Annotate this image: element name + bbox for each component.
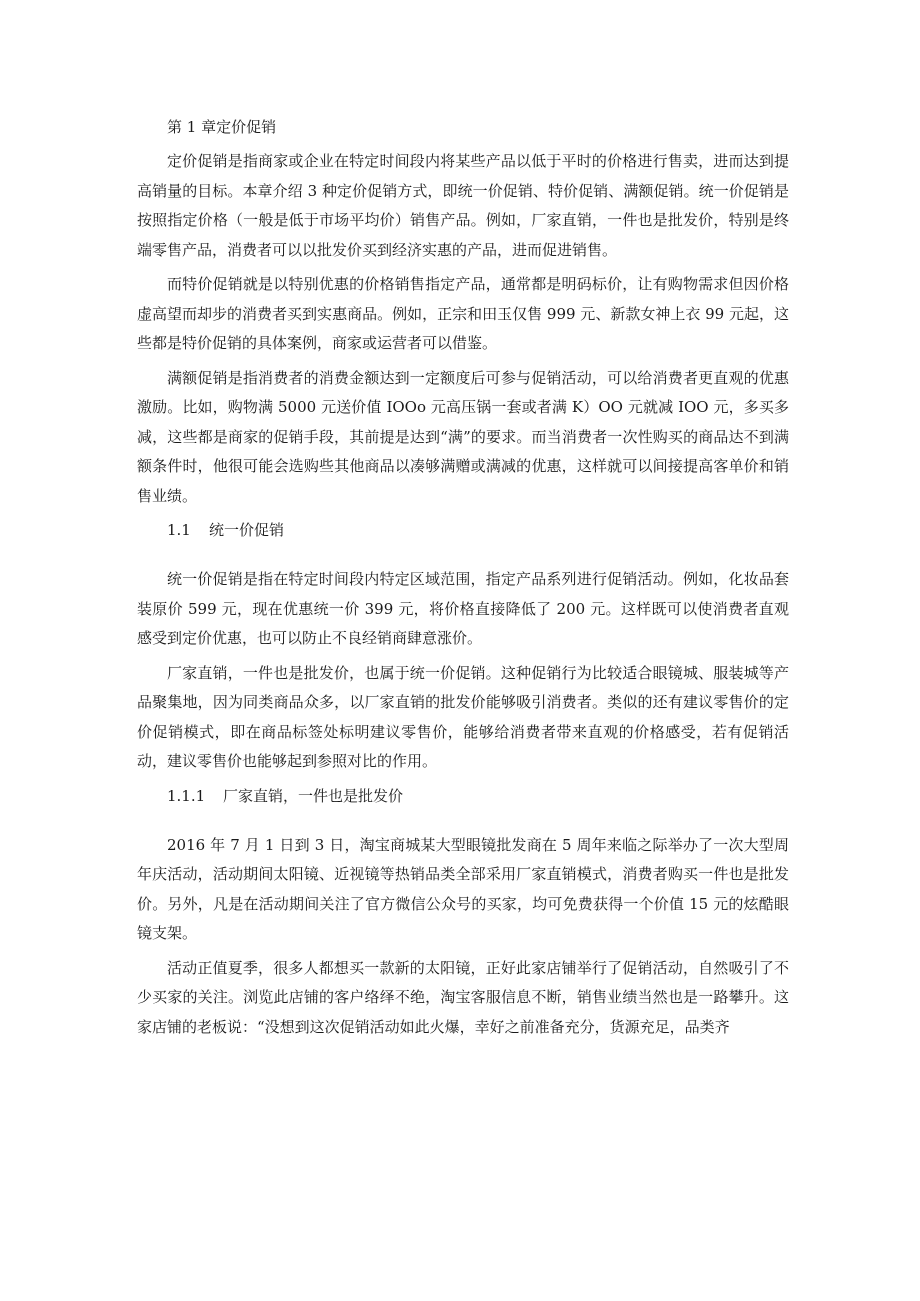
chapter-title: 第 1 章定价促销 [167,118,277,136]
document-body [137,113,789,1047]
subsection-heading [137,782,789,811]
paragraph: 满额促销是指消费者的消费金额达到一定额度后可参与促销活动，可以给消费者更直观的优惠激励。比如，购物满 5000 元送价值 IOOo 元高压锅一套或者满 K）OO 元就减 IOO 元，多买多减，这些都是商家的促销手段，其前提是达到“满”的要求。而当消费者一次性购买的商品达不到满额条件时，他很可能会选购些其他商品以凑够满赠或满减的优惠，这样就可以间接提高客单价和销售业绩。 [137,368,789,505]
paragraph: 而特价促销就是以特别优惠的价格销售指定产品，通常都是明码标价，让有购物需求但因价格虚高望而却步的消费者买到实惠商品。例如，正宗和田玉仅售 999 元、新款女神上衣 99 元起，这些都是特价促销的具体案例，商家或运营者可以借鉴。 [137,275,789,352]
section-heading [137,516,789,545]
paragraph: 定价促销是指商家或企业在特定时间段内将某些产品以低于平时的价格进行售卖，进而达到提高销量的目标。本章介绍 3 种定价促销方式，即统一价促销、特价促销、满额促销。统一价促销是按照指定价格（一般是低于市场平均价）销售产品。例如，厂家直销，一件也是批发价，特别是终端零售产品，消费者可以以批发价买到经济实惠的产品，进而促进销售。 [137,152,789,259]
paragraph: 2016 年 7 月 1 日到 3 日，淘宝商城某大型眼镜批发商在 5 周年来临之际举办了一次大型周年庆活动，活动期间太阳镜、近视镜等热销品类全部采用厂家直销模式，消费者购买一件也是批发价。另外，凡是在活动期间关注了官方微信公众号的买家，均可免费获得一个价值 15 元的炫酷眼镜支架。 [137,835,789,942]
paragraph: 统一价促销是指在特定时间段内特定区域范围，指定产品系列进行促销活动。例如，化妆品套装原价 599 元，现在优惠统一价 399 元，将价格直接降低了 200 元。这样既可以使消费者直观感受到定价优惠，也可以防止不良经销商肆意涨价。 [137,570,789,647]
section-number: 1.1 [167,521,191,539]
paragraph: 厂家直销，一件也是批发价，也属于统一价促销。这种促销行为比较适合眼镜城、服装城等产品聚集地，因为同类商品众多，以厂家直销的批发价能够吸引消费者。类似的还有建议零售价的定价促销模式，即在商品标签处标明建议零售价，能够给消费者带来直观的价格感受，若有促销活动，建议零售价也能够起到参照对比的作用。 [137,663,789,770]
section-title: 统一价促销 [209,521,285,539]
paragraph: 活动正值夏季，很多人都想买一款新的太阳镜，正好此家店铺举行了促销活动，自然吸引了不少买家的关注。浏览此店铺的客户络绎不绝，淘宝客服信息不断，销售业绩当然也是一路攀升。这家店铺的老板说：“没想到这次促销活动如此火爆，幸好之前准备充分，货源充足，品类齐 [137,958,789,1036]
subsection-title: 厂家直销，一件也是批发价 [223,786,404,805]
subsection-number: 1.1.1 [167,786,206,805]
